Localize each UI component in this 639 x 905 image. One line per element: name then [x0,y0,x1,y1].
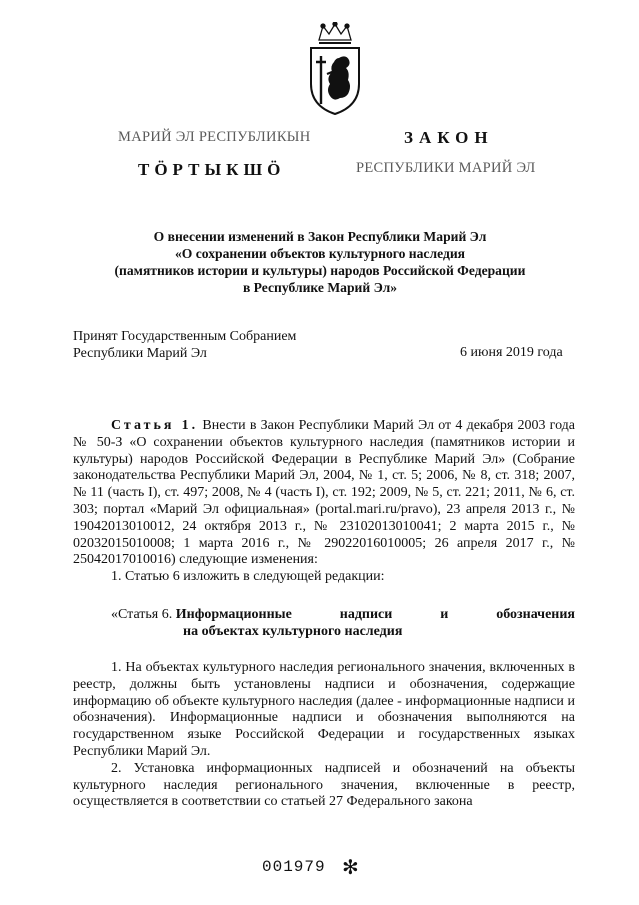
coat-of-arms-emblem [303,22,367,116]
paragraph-2: 2. Установка информационных надписей и обозначений на объекты культурного наследия регионального значения, включенные в реестр, осуществляется в соответствии со статьей 27 Федерального закона [73,760,575,810]
article6-heading-word2: надписи [339,607,393,622]
serial-number: 001979 [262,858,326,876]
article6-heading-word3: и [440,607,449,622]
asterisk-mark: ✻ [342,855,359,879]
header-right-line1: ЗАКОН [404,128,494,147]
article6-prefix: «Статья 6. [111,607,173,622]
paragraph-1: 1. На объектах культурного наследия регионального значения, включенных в реестр, должны быть установлены надписи и обозначения, содержащие информацию об объекте культурного наследия (далее - информационные надписи и обозначения). Информационные надписи и обозначения выполняются на государственном языке Российской Федерации и государственных языках Республики Марий Эл. [73,660,575,759]
title-line3: (памятников истории и культуры) народов Российской Федерации [114,263,526,278]
title-line4: в Республике Марий Эл» [242,280,398,295]
adoption-line2: Республики Марий Эл [73,346,207,361]
article6-heading [111,606,575,640]
article1-item1: 1. Статью 6 изложить в следующей редакции: [111,569,385,585]
article1-block [73,418,575,586]
header-left-line1: МАРИЙ ЭЛ РЕСПУБЛИКЫН [118,129,311,145]
article6-heading-word1: Информационные [175,607,292,622]
header-left-line2: ТÖРТЫКШÖ [138,160,286,179]
adoption-line1: Принят Государственным Собранием [73,329,297,344]
adoption-date: 6 июня 2019 года [460,345,563,360]
article1-text: Внести в Закон Республики Марий Эл от 4 декабря 2003 года № 50-З «О сохранении объектов культурного наследия (памятников истории и культуры) народов Российской Федерации в Республике Марий Эл» (Собрание законодательства Республики Марий Эл, 2004, № 1, ст. 5; 2006, № 8, ст. 318; 2007, № 11 (часть I), ст. 497; 2008, № 4 (часть I), ст. 192; 2009, № 5, ст. 221; 2011, № 6, ст. 303; портал «Марий Эл официальная» (portal.mari.ru/pravo), 23 апреля 2013 г., № 19042013010012, 24 октября 2013 г., № 23102013010041; 2 марта 2015 г., № 02032015010008; 1 марта 2016 г., № 29022016010005; 26 апреля 2017 г., № 25042017010016) следующие изменения: [73,418,576,568]
title-line1: О внесении изменений в Закон Республики Марий Эл [153,229,487,244]
article6-heading-line2: на объектах культурного наследия [183,624,403,639]
article6-heading-word4: обозначения [496,607,575,622]
article6-paragraphs [73,660,575,811]
law-title [60,228,580,296]
header-right-line2: РЕСПУБЛИКИ МАРИЙ ЭЛ [356,160,536,176]
title-line2: «О сохранении объектов культурного наследия [174,246,466,261]
article1-paragraph [73,418,575,569]
adoption-block [73,328,296,362]
article1-label: Статья 1. [111,418,199,433]
